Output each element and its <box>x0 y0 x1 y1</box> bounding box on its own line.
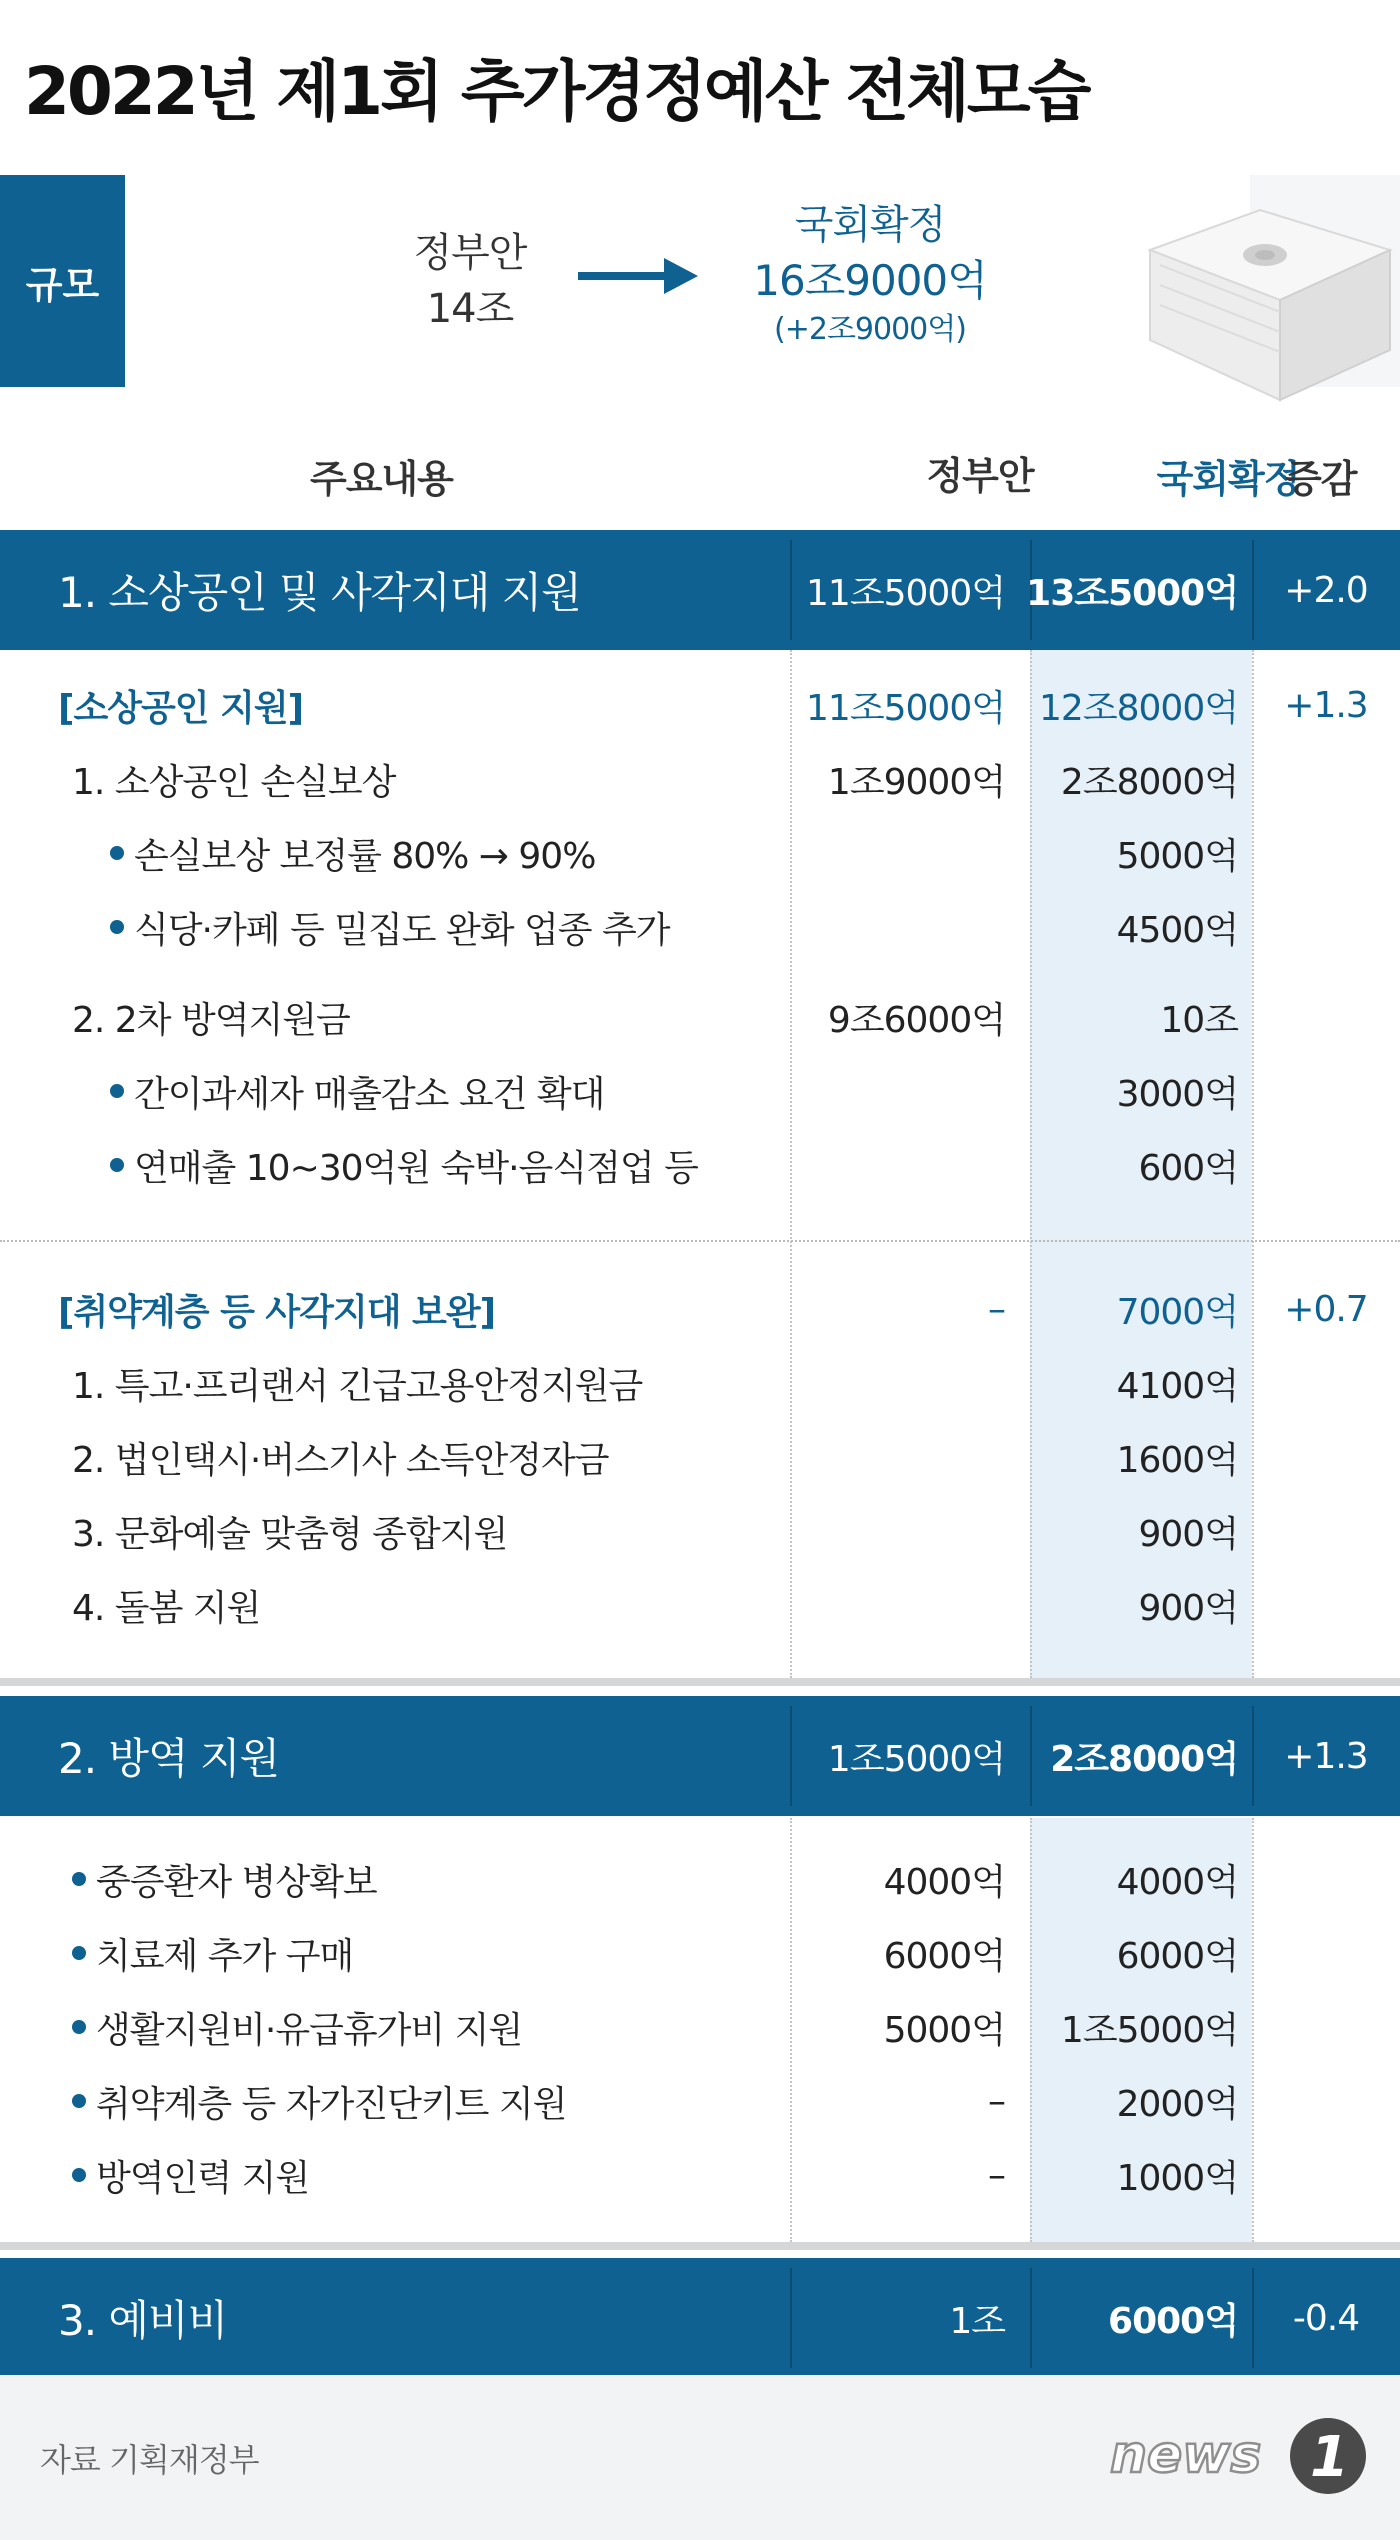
section-1-bar <box>0 530 1400 650</box>
item-gov: 6000억 <box>883 1935 1005 1977</box>
bullet-icon <box>72 1872 86 1886</box>
item-label-wrap <box>110 816 595 890</box>
item-gov: – <box>988 2080 1005 2122</box>
item-label: 중증환자 병상확보 <box>96 1861 377 1903</box>
item-confirmed: 3000억 <box>1116 1073 1238 1115</box>
table-row <box>0 1346 1400 1420</box>
scale-conf-value: 16조9000억 <box>753 256 987 305</box>
header-change: 증감 <box>1285 457 1357 501</box>
item-gov: – <box>988 2154 1005 2196</box>
group-2-title: [취약계층 등 사각지대 보완] <box>58 1291 496 1333</box>
item-confirmed: 4100억 <box>1116 1365 1238 1407</box>
item-confirmed: 1000억 <box>1116 2157 1238 2199</box>
item-confirmed: 5000억 <box>1116 835 1238 877</box>
section-2-bar <box>0 1696 1400 1816</box>
item-gov: 1조9000억 <box>827 761 1005 803</box>
item-label: 2. 법인택시·버스기사 소득안정자금 <box>72 1439 609 1481</box>
item-label-wrap <box>72 1842 377 1916</box>
section-1-gov: 11조5000억 <box>806 572 1005 614</box>
item-label: 3. 문화예술 맞춤형 종합지원 <box>72 1513 508 1555</box>
item-label: 치료제 추가 구매 <box>96 1935 354 1977</box>
table-row <box>0 1990 1400 2064</box>
item-label-wrap <box>72 1990 522 2064</box>
item-confirmed: 1조5000억 <box>1060 2009 1238 2051</box>
scale-government-proposal <box>340 225 600 337</box>
group-2-gov: – <box>988 1288 1005 1330</box>
scale-label: 규모 <box>0 175 125 387</box>
section-3-title: 3. 예비비 <box>58 2296 228 2345</box>
item-label: 연매출 10~30억원 숙박·음식점업 등 <box>134 1147 698 1189</box>
section-3-gov: 1조 <box>949 2300 1005 2342</box>
item-label-wrap <box>72 2064 566 2138</box>
item-confirmed: 10조 <box>1160 999 1238 1041</box>
item-confirmed: 4500억 <box>1116 909 1238 951</box>
item-label: 생활지원비·유급휴가비 지원 <box>96 2009 523 2051</box>
page-title: 2022년 제1회 추가경정예산 전체모습 <box>24 53 1089 130</box>
item-label-wrap <box>110 1128 698 1202</box>
item-label: 손실보상 보정률 80% → 90% <box>134 835 596 877</box>
scale-conf-change: (+2조9000억) <box>774 312 966 347</box>
scale-gov-value: 14조 <box>426 286 514 332</box>
item-label: 4. 돌봄 지원 <box>72 1587 261 1629</box>
item-confirmed: 900억 <box>1138 1587 1238 1629</box>
bullet-icon <box>72 2094 86 2108</box>
table-row <box>0 742 1400 816</box>
section-1-confirmed: 13조5000억 <box>1026 572 1238 614</box>
table-row <box>0 890 1400 964</box>
item-label-wrap <box>110 890 670 964</box>
table-row <box>0 2064 1400 2138</box>
news1-logo-icon <box>1110 2410 1380 2500</box>
source-credit: 자료 기획재정부 <box>40 2441 259 2479</box>
table-row <box>0 980 1400 1054</box>
header-confirmed: 국회확정 <box>1156 457 1300 501</box>
item-confirmed: 600억 <box>1138 1147 1238 1189</box>
group-1-confirmed: 12조8000억 <box>1039 687 1238 729</box>
bullet-icon <box>72 1946 86 1960</box>
item-confirmed: 6000억 <box>1116 1935 1238 1977</box>
group-1-change: +1.3 <box>1284 684 1368 726</box>
bullet-icon <box>110 846 124 860</box>
item-label: 1. 소상공인 손실보상 <box>72 761 396 803</box>
group-row <box>0 668 1400 742</box>
bullet-icon <box>110 920 124 934</box>
table-row <box>0 816 1400 890</box>
group-row <box>0 1272 1400 1346</box>
section-2-title: 2. 방역 지원 <box>58 1734 280 1783</box>
table-row <box>0 1842 1400 1916</box>
item-confirmed: 4000억 <box>1116 1861 1238 1903</box>
item-label: 취약계층 등 자가진단키트 지원 <box>96 2083 567 2125</box>
money-stack-icon <box>1140 190 1400 410</box>
section-1-title: 1. 소상공인 및 사각지대 지원 <box>58 568 581 617</box>
group-1-gov: 11조5000억 <box>806 687 1005 729</box>
group-2-confirmed: 7000억 <box>1116 1291 1238 1333</box>
item-gov: 5000억 <box>883 2009 1005 2051</box>
table-row <box>0 1568 1400 1642</box>
section-divider <box>0 2242 1400 2250</box>
section-3-bar <box>0 2258 1400 2378</box>
item-confirmed: 2조8000억 <box>1060 761 1238 803</box>
right-arrow-icon <box>578 258 698 294</box>
bullet-icon <box>72 2168 86 2182</box>
scale-conf-label: 국회확정 <box>794 202 946 248</box>
item-label: 2. 2차 방역지원금 <box>72 999 350 1041</box>
section-2-gov: 1조5000억 <box>827 1738 1005 1780</box>
item-label: 방역인력 지원 <box>96 2157 310 2199</box>
bullet-icon <box>110 1084 124 1098</box>
section-1-change: +2.0 <box>1284 569 1368 611</box>
item-gov: 9조6000억 <box>827 999 1005 1041</box>
item-label: 1. 특고·프리랜서 긴급고용안정지원금 <box>72 1365 643 1407</box>
scale-assembly-confirmed <box>700 198 1040 350</box>
item-confirmed: 2000억 <box>1116 2083 1238 2125</box>
group-divider <box>0 1240 1400 1242</box>
table-row <box>0 1054 1400 1128</box>
section-3-confirmed: 6000억 <box>1108 2300 1238 2342</box>
bullet-icon <box>110 1158 124 1172</box>
item-label: 식당·카페 등 밀집도 완화 업종 추가 <box>134 909 670 951</box>
item-label-wrap <box>72 1916 353 1990</box>
svg-text:news: news <box>1110 2425 1262 2485</box>
item-label-wrap <box>110 1054 604 1128</box>
bullet-icon <box>72 2020 86 2034</box>
group-2-change: +0.7 <box>1284 1288 1368 1330</box>
table-row <box>0 1420 1400 1494</box>
item-confirmed: 1600억 <box>1116 1439 1238 1481</box>
svg-text:1: 1 <box>1310 2425 1349 2490</box>
item-label-wrap <box>72 2138 309 2212</box>
item-confirmed: 900억 <box>1138 1513 1238 1555</box>
scale-gov-label: 정부안 <box>413 230 527 276</box>
item-label: 간이과세자 매출감소 요건 확대 <box>134 1073 605 1115</box>
group-1-title: [소상공인 지원] <box>58 687 304 729</box>
header-government: 정부안 <box>926 454 1034 498</box>
table-row <box>0 1128 1400 1202</box>
section-3-change: -0.4 <box>1292 2297 1360 2339</box>
table-row <box>0 1494 1400 1568</box>
section-divider <box>0 1678 1400 1686</box>
section-2-confirmed: 2조8000억 <box>1050 1738 1238 1780</box>
section-2-change: +1.3 <box>1284 1735 1368 1777</box>
item-gov: 4000억 <box>883 1861 1005 1903</box>
header-main-content: 주요내용 <box>310 457 453 501</box>
table-row <box>0 1916 1400 1990</box>
table-row <box>0 2138 1400 2212</box>
